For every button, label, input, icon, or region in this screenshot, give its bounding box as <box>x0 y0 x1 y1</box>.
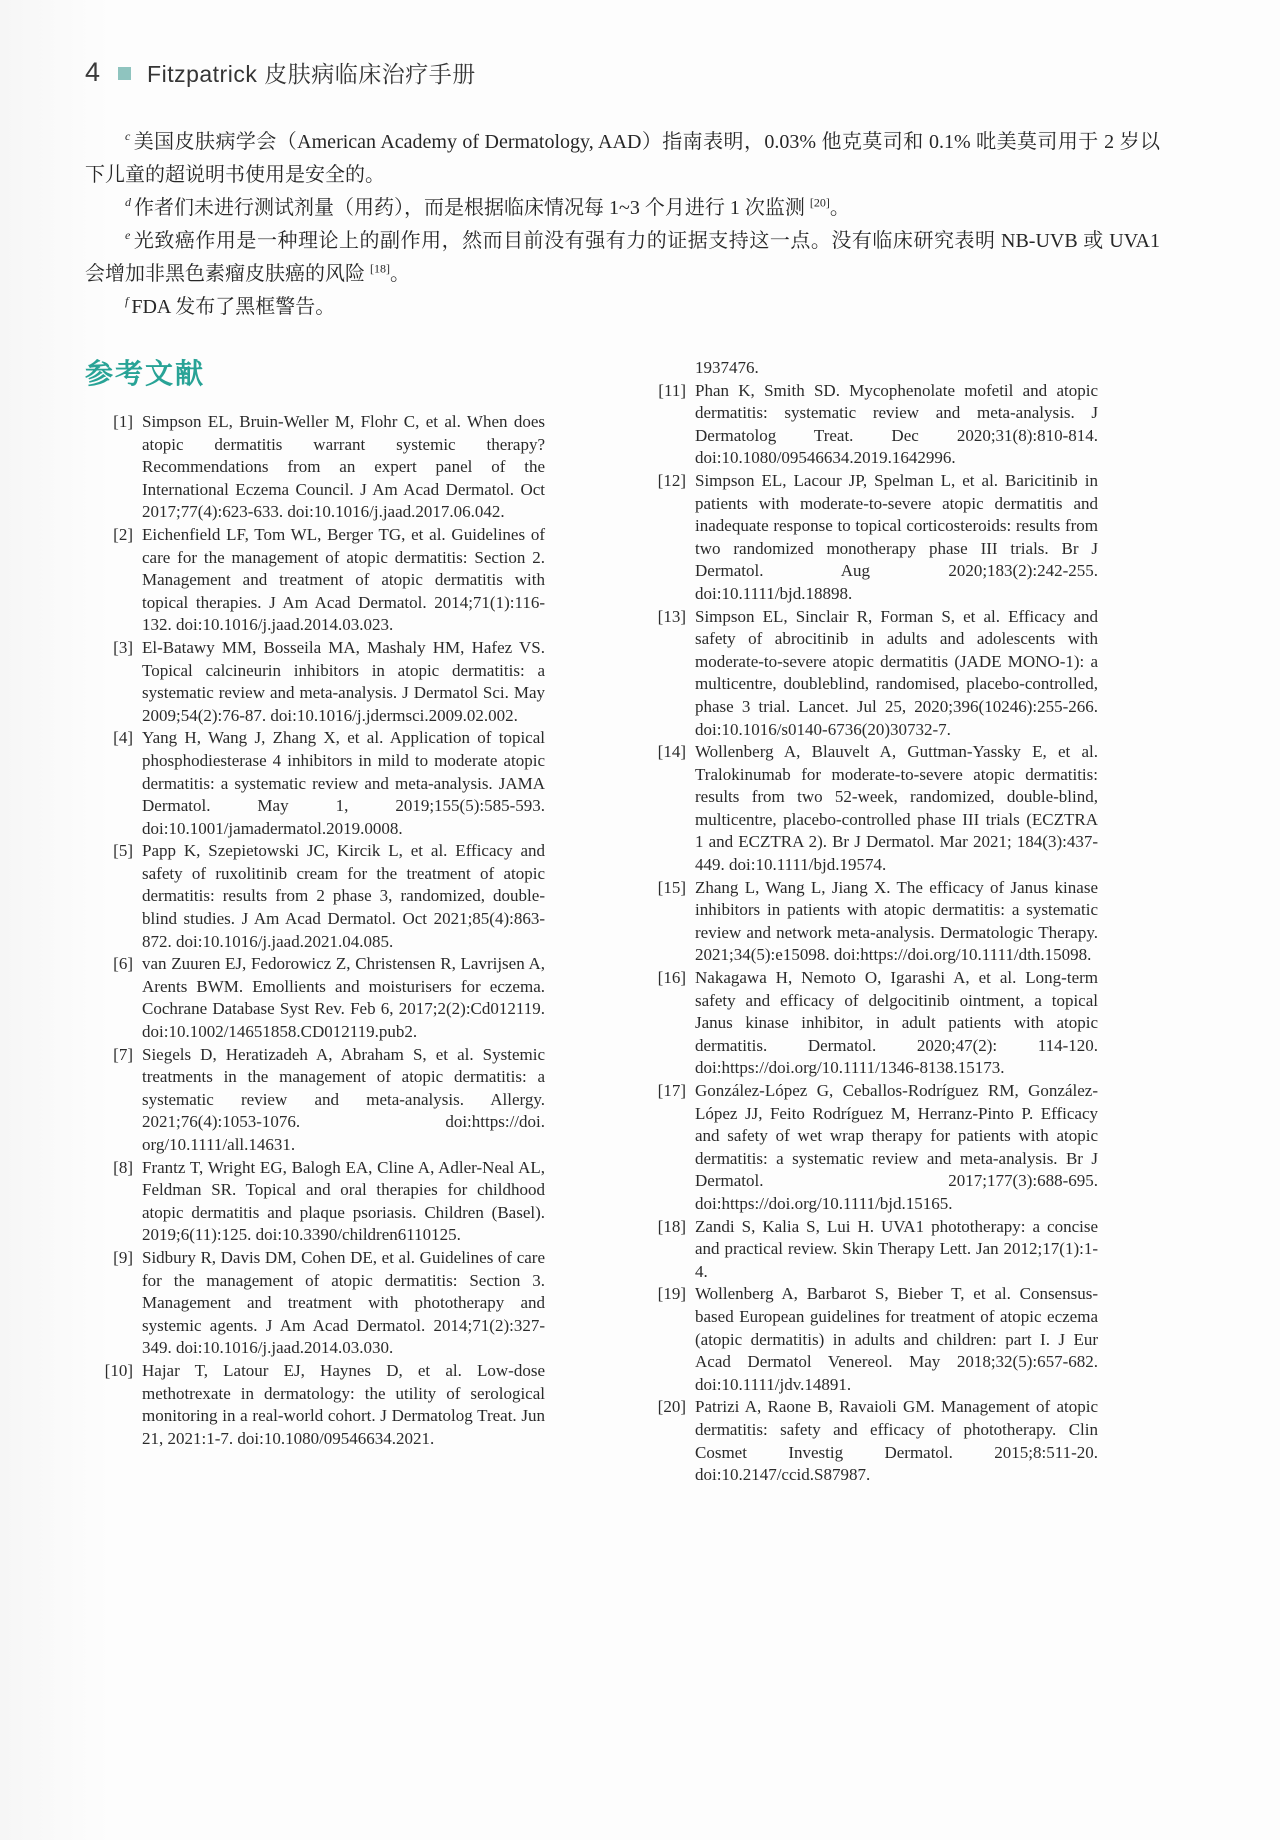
reference-number: [18] <box>657 1216 686 1236</box>
reference-item <box>638 967 1098 1080</box>
reference-number: [17] <box>657 1081 686 1100</box>
reference-text: González-López G, Ceballos-Rodríguez RM, González-López JJ, Feito Rodríguez M, Herranz-Pinto P. Efficacy and safety of wet wrap therapy for patients with atopic dermatitis: a systematic review and meta-analysis. Br J Dermatol. 2017;177(3):688-695. doi:https://doi.org/10.1111/bjd.15165. <box>695 1081 1098 1213</box>
reference-text: van Zuuren EJ, Fedorowicz Z, Christensen R, Lavrijsen A, Arents BWM. Emollients and moisturisers for eczema. Cochrane Database Syst Rev. Feb 6, 2017;2(2):Cd012119. doi:10.1002/14651858.CD012119.pub2. <box>142 954 545 1042</box>
reference-item <box>85 637 545 727</box>
footnote-tail: 。 <box>829 197 850 219</box>
reference-item <box>638 877 1098 967</box>
reference-text: Simpson EL, Lacour JP, Spelman L, et al. Baricitinib in patients with moderate-to-severe atopic dermatitis and inadequate response to topical corticosteroids: results from two randomized monotherapy phase III trials. Br J Dermatol. Aug 2020;183(2):242-255. doi:10.1111/bjd.18898. <box>695 470 1098 603</box>
reference-number: [20] <box>657 1397 686 1417</box>
reference-number: [16] <box>657 968 686 988</box>
reference-item <box>638 380 1098 470</box>
footnote-e <box>85 225 1160 291</box>
footnotes-section <box>85 126 1160 324</box>
footnote-text: FDA 发布了黑框警告。 <box>131 296 336 318</box>
reference-number: [7] <box>113 1044 133 1064</box>
reference-number: [12] <box>657 470 686 490</box>
footnote-marker: e <box>125 228 131 243</box>
references-left-column <box>85 328 545 1487</box>
footnote-f <box>85 291 1160 324</box>
reference-text: El-Batawy MM, Bosseila MA, Mashaly HM, Hafez VS. Topical calcineurin inhibitors in atopic dermatitis: a systematic review and meta-analysis. J Dermatol Sci. May 2009;54(2):76-87. doi:10.1016/j.jdermsci.2009.02.002. <box>142 637 545 725</box>
reference-number: [6] <box>113 954 133 974</box>
reference-number: [1] <box>113 412 133 431</box>
header-square-bullet-icon <box>118 67 131 80</box>
reference-number: [4] <box>113 728 133 748</box>
reference-item <box>85 953 545 1043</box>
reference-text: Simpson EL, Sinclair R, Forman S, et al. Efficacy and safety of abrocitinib in adults and adolescents with moderate-to-severe atopic dermatitis (JADE MONO-1): a multicentre, doubleblind, randomised, placebo-controlled, phase 3 trial. Lancet. Jul 25, 2020;396(10246):255-266. doi:10.1016/s0140-6736(20)30732-7. <box>695 606 1098 739</box>
reference-number: [9] <box>113 1247 133 1267</box>
reference-number: [15] <box>657 877 686 897</box>
reference-item <box>638 1080 1098 1216</box>
reference-item <box>638 470 1098 606</box>
reference-text: Zhang L, Wang L, Jiang X. The efficacy of Janus kinase inhibitors in patients with atopic dermatitis: a systematic review and network meta-analysis. Dermatologic Therapy. 2021;34(5):e15098. doi:https://doi.org/10.1111/dth.15098. <box>695 877 1098 965</box>
reference-text: Yang H, Wang J, Zhang X, et al. Application of topical phosphodiesterase 4 inhibitors in mild to moderate atopic dermatitis: a systematic review and meta-analysis. JAMA Dermatol. May 1, 2019;155(5):585-593. doi:10.1001/jamadermatol.2019.0008. <box>142 728 545 838</box>
reference-item <box>85 727 545 840</box>
footnote-tail: 。 <box>390 263 410 285</box>
reference-number: [13] <box>657 606 686 626</box>
references-right-column <box>638 328 1098 1487</box>
reference-number: [2] <box>113 524 133 544</box>
page-number: 4 <box>85 57 101 87</box>
reference-text: Nakagawa H, Nemoto O, Igarashi A, et al. Long-term safety and efficacy of delgocitinib ointment, a topical Janus kinase inhibitor, in adult patients with atopic dermatitis. Dermatol. 2020;47(2): 114-120. doi:https://doi.org/10.1111/1346-8138.15173. <box>695 968 1098 1078</box>
reference-item <box>85 1360 545 1450</box>
footnote-text: 美国皮肤病学会（American Academy of Dermatology, AAD）指南表明，0.03% 他克莫司和 0.1% 吡美莫司用于 2 岁以下儿童的超说明书使用是安全的。 <box>85 131 1160 186</box>
reference-item <box>638 1216 1098 1284</box>
reference-text: Wollenberg A, Barbarot S, Bieber T, et al. Consensus-based European guidelines for treatment of atopic eczema (atopic dermatitis) in adults and children: part I. J Eur Acad Dermatol Venereol. May 2018;32(5):657-682. doi:10.1111/jdv.14891. <box>695 1284 1098 1394</box>
reference-text: Frantz T, Wright EG, Balogh EA, Cline A, Adler-Neal AL, Feldman SR. Topical and oral therapies for childhood atopic dermatitis and plaque psoriasis. Children (Basel). 2019;6(11):125. doi:10.3390/children6110125. <box>142 1157 545 1245</box>
reference-item <box>85 411 545 524</box>
reference-continuation: 1937476. <box>695 358 759 377</box>
footnote-text: 作者们未进行测试剂量（用药），而是根据临床情况每 1~3 个月进行 1 次监测 <box>134 197 810 219</box>
reference-item <box>638 1283 1098 1396</box>
reference-number: [10] <box>104 1360 133 1380</box>
footnote-marker: f <box>125 294 129 309</box>
reference-item <box>85 1044 545 1157</box>
footnote-text: 光致癌作用是一种理论上的副作用，然而目前没有强有力的证据支持这一点。没有临床研究表明 NB-UVB 或 UVA1 会增加非黑色素瘤皮肤癌的风险 <box>85 230 1160 285</box>
reference-text: Papp K, Szepietowski JC, Kircik L, et al. Efficacy and safety of ruxolitinib cream for the treatment of atopic dermatitis: results from 2 phase 3, randomized, double-blind studies. J Am Acad Dermatol. Oct 2021;85(4):863-872. doi:10.1016/j.jaad.2021.04.085. <box>142 841 545 951</box>
footnote-c <box>85 126 1160 192</box>
footnote-marker: d <box>125 195 131 210</box>
reference-text: Eichenfield LF, Tom WL, Berger TG, et al. Guidelines of care for the management of atopic dermatitis: Section 2. Management and treatment of atopic dermatitis with topical therapies. J Am Acad Dermatol. 2014;71(1):116-132. doi:10.1016/j.jaad.2014.03.023. <box>142 524 545 635</box>
footnote-d <box>85 192 1160 225</box>
reference-item <box>85 1157 545 1247</box>
reference-item <box>85 840 545 953</box>
book-title: Fitzpatrick 皮肤病临床治疗手册 <box>147 61 476 87</box>
reference-item <box>638 606 1098 742</box>
reference-item <box>85 1247 545 1360</box>
reference-item <box>85 524 545 637</box>
reference-number: [3] <box>113 637 133 657</box>
references-heading: 参考文献 <box>85 358 206 389</box>
page-header <box>85 56 1160 89</box>
citation-superscript: [18] <box>370 261 390 276</box>
reference-number: [14] <box>657 742 686 762</box>
reference-text: Phan K, Smith SD. Mycophenolate mofetil and atopic dermatitis: systematic review and meta-analysis. J Dermatolog Treat. Dec 2020;31(8):810-814. doi:10.1080/09546634.2019.1642996. <box>695 380 1098 468</box>
reference-number: [5] <box>113 841 133 861</box>
reference-number: [11] <box>658 380 686 400</box>
references-section <box>85 328 1160 1487</box>
reference-text: Siegels D, Heratizadeh A, Abraham S, et al. Systemic treatments in the management of atopic dermatitis: a systematic review and meta-analysis. Allergy. 2021;76(4):1053-1076. doi:https://doi. org/10.1111/all.14631. <box>142 1044 545 1154</box>
reference-item <box>638 1396 1098 1486</box>
citation-superscript: [20] <box>809 195 830 210</box>
reference-text: Wollenberg A, Blauvelt A, Guttman-Yassky E, et al. Tralokinumab for moderate-to-severe atopic dermatitis: results from two 52-week, randomized, double-blind, multicentre, placebo-controlled phase III trials (ECZTRA 1 and ECZTRA 2). Br J Dermatol. Mar 2021; 184(3):437-449. doi:10.1111/bjd.19574. <box>695 742 1098 875</box>
reference-text: Simpson EL, Bruin-Weller M, Flohr C, et al. When does atopic dermatitis warrant systemic therapy? Recommendations from an expert panel of the International Eczema Council. J Am Acad Dermatol. Oct 2017;77(4):623-633. doi:10.1016/j.jaad.2017.06.042. <box>142 412 545 522</box>
reference-number: [8] <box>113 1157 133 1177</box>
footnote-marker: c <box>125 129 131 144</box>
reference-text: Zandi S, Kalia S, Lui H. UVA1 phototherapy: a concise and practical review. Skin Therapy Lett. Jan 2012;17(1):1-4. <box>695 1216 1098 1281</box>
reference-text: Patrizi A, Raone B, Ravaioli GM. Management of atopic dermatitis: safety and efficacy of phototherapy. Clin Cosmet Investig Dermatol. 2015;8:511-20. doi:10.2147/ccid.S87987. <box>695 1397 1098 1485</box>
reference-number: [19] <box>657 1284 686 1304</box>
reference-item <box>638 741 1098 877</box>
reference-text: Hajar T, Latour EJ, Haynes D, et al. Low-dose methotrexate in dermatology: the utility of serological monitoring in a real-world cohort. J Dermatolog Treat. Jun 21, 2021:1-7. doi:10.1080/09546634.2021. <box>142 1360 545 1448</box>
reference-text: Sidbury R, Davis DM, Cohen DE, et al. Guidelines of care for the management of atopic dermatitis: Section 3. Management and treatment with phototherapy and systemic agents. J Am Acad Dermatol. 2014;71(2):327-349. doi:10.1016/j.jaad.2014.03.030. <box>142 1247 545 1358</box>
